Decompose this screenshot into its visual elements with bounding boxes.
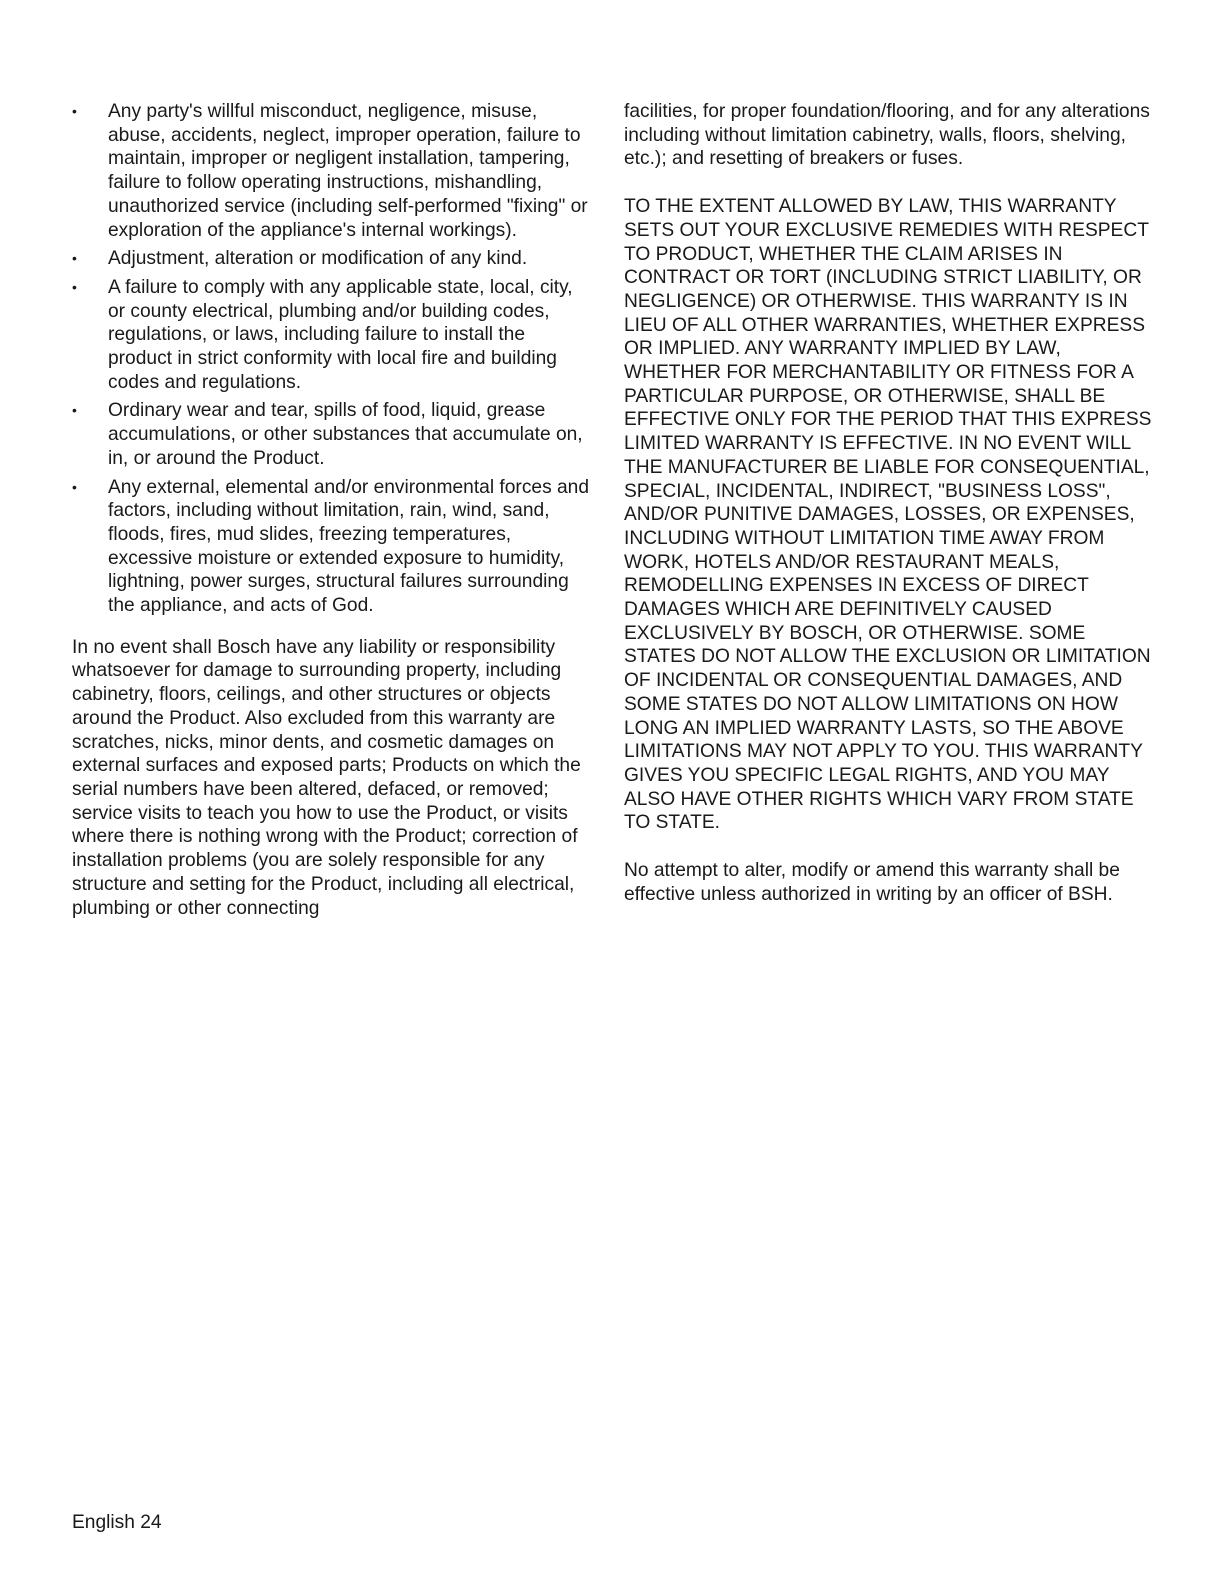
bullet-icon: •: [72, 402, 77, 419]
exclusion-text: Any party's willful misconduct, negligence, misuse, abuse, accidents, neglect, improper operation, failure to maintain, improper or negligent installation, tampering, failure to follow operating instructions, mishandling, unauthorized service (including self-performed "fixing" or exploration of the appliance's internal workings).: [108, 101, 588, 241]
exclusion-list: [72, 100, 590, 618]
bullet-icon: •: [72, 250, 77, 267]
disclaimer-paragraph: TO THE EXTENT ALLOWED BY LAW, THIS WARRANTY SETS OUT YOUR EXCLUSIVE REMEDIES WITH RESPECT TO PRODUCT, WHETHER THE CLAIM ARISES IN CONTRACT OR TORT (INCLUDING STRICT LIABILITY, OR NEGLIGENCE) OR OTHERWISE. THIS WARRANTY IS IN LIEU OF ALL OTHER WARRANTIES, WHETHER EXPRESS OR IMPLIED. ANY WARRANTY IMPLIED BY LAW, WHETHER FOR MERCHANTABILITY OR FITNESS FOR A PARTICULAR PURPOSE, OR OTHERWISE, SHALL BE EFFECTIVE ONLY FOR THE PERIOD THAT THIS EXPRESS LIMITED WARRANTY IS EFFECTIVE. IN NO EVENT WILL THE MANUFACTURER BE LIABLE FOR CONSEQUENTIAL, SPECIAL, INCIDENTAL, INDIRECT, "BUSINESS LOSS", AND/OR PUNITIVE DAMAGES, LOSSES, OR EXPENSES, INCLUDING WITHOUT LIMITATION TIME AWAY FROM WORK, HOTELS AND/OR RESTAURANT MEALS, REMODELLING EXPENSES IN EXCESS OF DIRECT DAMAGES WHICH ARE DEFINITIVELY CAUSED EXCLUSIVELY BY BOSCH, OR OTHERWISE. SOME STATES DO NOT ALLOW THE EXCLUSION OR LIMITATION OF INCIDENTAL OR CONSEQUENTIAL DAMAGES, AND SOME STATES DO NOT ALLOW LIMITATIONS ON HOW LONG AN IMPLIED WARRANTY LASTS, SO THE ABOVE LIMITATIONS MAY NOT APPLY TO YOU. THIS WARRANTY GIVES YOU SPECIFIC LEGAL RIGHTS, AND YOU MAY ALSO HAVE OTHER RIGHTS WHICH VARY FROM STATE TO STATE.: [624, 196, 1152, 834]
exclusion-item: [72, 100, 590, 242]
bullet-icon: •: [72, 278, 77, 295]
liability-paragraph: In no event shall Bosch have any liability or responsibility whatsoever for damage to surrounding property, including cabinetry, floors, ceilings, and other structures or objects around the Product. Also excluded from this warranty are scratches, nicks, minor dents, and cosmetic damages on external surfaces and exposed parts; Products on which the serial numbers have been altered, defaced, or removed; service visits to teach you how to use the Product, or visits where there is nothing wrong with the Product; correction of installation problems (you are solely responsible for any structure and setting for the Product, including all electrical, plumbing or other connecting: [72, 636, 581, 919]
exclusion-item: [72, 476, 590, 618]
amendment-paragraph: No attempt to alter, modify or amend this warranty shall be effective unless authorized in writing by an officer of BSH.: [624, 860, 1120, 905]
left-column: [72, 100, 590, 920]
exclusion-item: [72, 276, 590, 395]
bullet-icon: •: [72, 103, 77, 119]
right-column: [624, 100, 1154, 907]
exclusion-text: Any external, elemental and/or environmental forces and factors, including without limitation, rain, wind, sand, floods, fires, mud slides, freezing temperatures, excessive moisture or extended exposure to humidity, lightning, power surges, structural failures surrounding the appliance, and acts of God.: [108, 476, 590, 617]
exclusion-item: [72, 399, 590, 470]
exclusion-text: A failure to comply with any applicable state, local, city, or county electrical, plumbing and/or building codes, regulations, or laws, including failure to install the product in strict conformity with local fire and building codes and regulations.: [108, 276, 573, 393]
page-number: English 24: [72, 1512, 162, 1533]
exclusion-text: Adjustment, alteration or modification of any kind.: [108, 248, 528, 270]
continuation-paragraph: facilities, for proper foundation/flooring, and for any alterations including without limitation cabinetry, walls, floors, shelving, etc.); and resetting of breakers or fuses.: [624, 101, 1150, 170]
bullet-icon: •: [72, 478, 77, 495]
exclusion-text: Ordinary wear and tear, spills of food, liquid, grease accumulations, or other substances that accumulate on, in, or around the Product.: [108, 400, 583, 469]
exclusion-item: [72, 247, 590, 271]
